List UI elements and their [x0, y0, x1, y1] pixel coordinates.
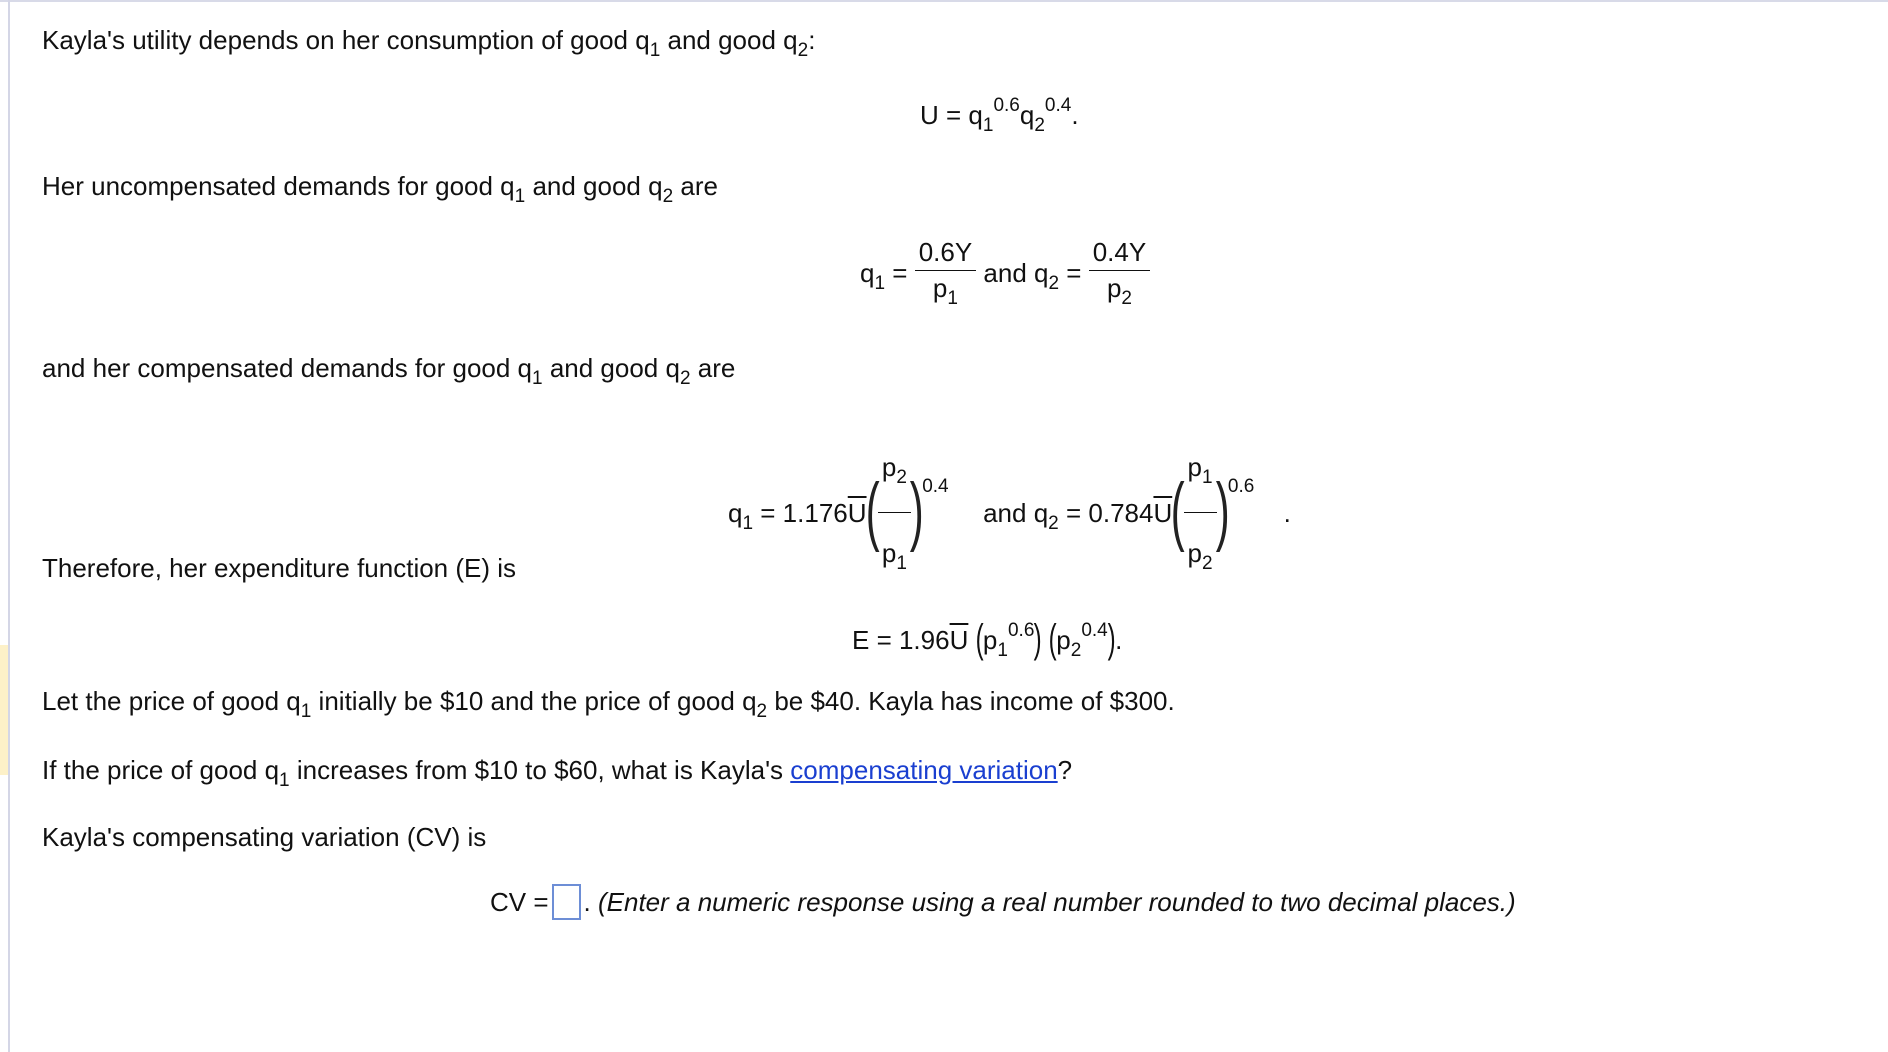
- compensated-text: and her compensated demands for good $q_1$ and good $q_2$ are: [42, 353, 736, 389]
- uncompensated-text: Her uncompensated demands for good $q_1$ and good $q_2$ are: [42, 171, 718, 207]
- utility-equation: $U = q_1^{0.6}q_2^{0.4}$.: [920, 95, 1079, 136]
- cv-label-text: Kayla's compensating variation (CV) is: [42, 822, 487, 852]
- expenditure-equation: $E = 1.96\overline{U}$ $(p_1^{0.6})$ $(p_2^{0.4})$.: [852, 617, 1123, 662]
- focus-accent-bar: [0, 645, 8, 775]
- intro-text: Kayla's utility depends on her consumption of good $q_1$ and good $q_2$:: [42, 25, 816, 61]
- prices-text: Let the price of good $q_1$ initially be $10 and the price of good $q_2$ be $40. Kayla has income of $300.: [42, 686, 1175, 722]
- question-text: If the price of good $q_1$ increases from $10 to $60, what is Kayla's compensating variation?: [42, 755, 1073, 791]
- top-border: [0, 0, 1888, 2]
- compensating-variation-link[interactable]: compensating variation: [790, 755, 1058, 785]
- cv-answer-input[interactable]: [552, 884, 581, 920]
- q2-fraction: $\frac{0.4Y}{p_2}$: [1089, 237, 1151, 307]
- left-border: [8, 0, 10, 1052]
- cv-label: CV =: [490, 887, 549, 917]
- uncompensated-equation: $q_1$ = $\frac{0.6Y}{p_1}$ and $q_2$ = $\frac{0.4Y}{p_2}$: [860, 240, 1150, 310]
- expenditure-text: Therefore, her expenditure function (E) is: [42, 553, 517, 583]
- answer-row: CV = . (Enter a numeric response using a real number rounded to two decimal places.): [490, 882, 1516, 922]
- answer-hint: (Enter a numeric response using a real number rounded to two decimal places.): [598, 887, 1516, 917]
- compensated-equation: $q_1 = 1.176\overline{U}$( $\frac{p_2}{p_1}$ )$^{0.4}$ and $q_2 = 0.784\overline{U}$( $\frac{p_1}{p_2}$ )$^{0.6}$ .: [728, 432, 1291, 598]
- q1-fraction: $\frac{0.6Y}{p_1}$: [915, 237, 977, 307]
